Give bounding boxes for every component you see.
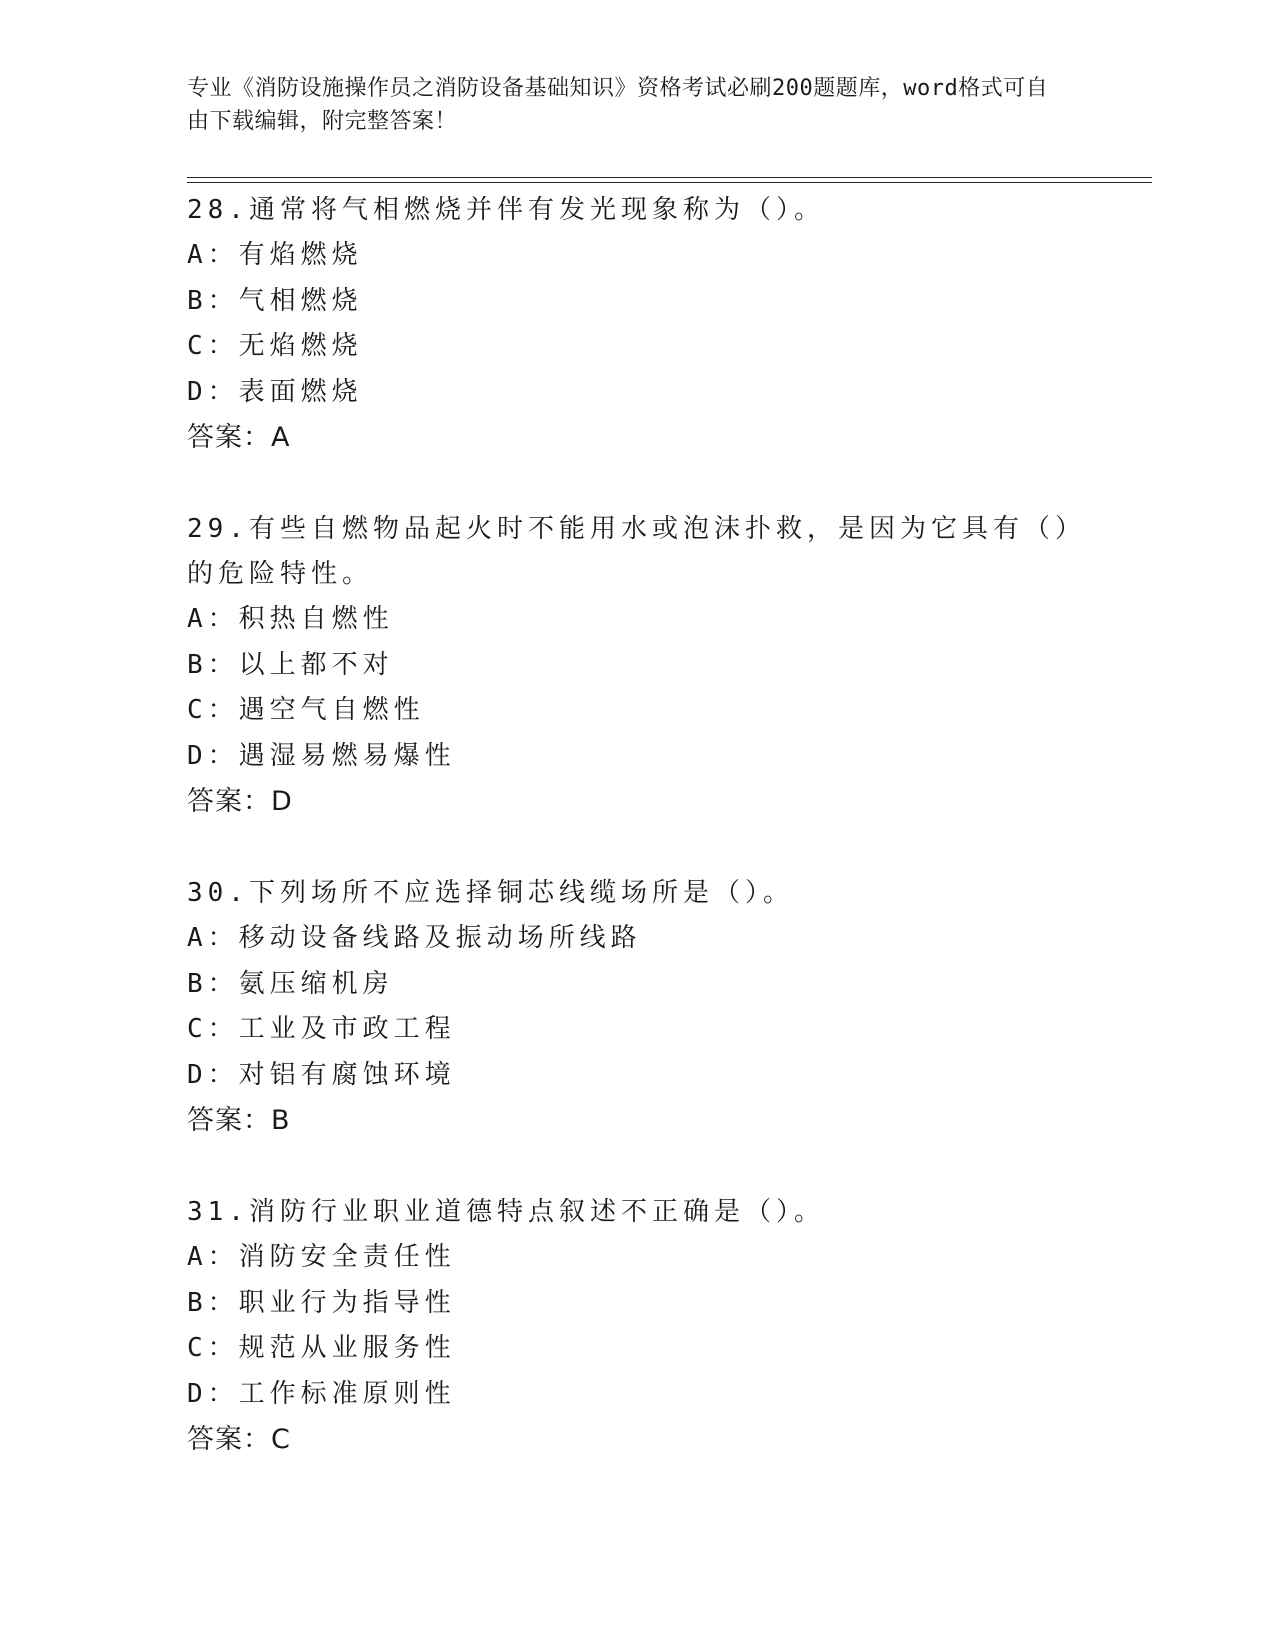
answer-line: 答案：D [187, 786, 293, 817]
option-b: B：以上都不对 [187, 649, 394, 680]
option-a: A：积热自燃性 [187, 604, 394, 634]
option-d: D：工作标准原则性 [187, 1378, 456, 1409]
option-a: A：移动设备线路及振动场所线路 [187, 923, 642, 953]
option-d: D：表面燃烧 [187, 376, 363, 407]
question-31 [187, 1190, 1087, 1462]
option-c: C：遇空气自燃性 [187, 695, 425, 725]
option-a: A：消防安全责任性 [187, 1242, 456, 1272]
document-header: 专业《消防设施操作员之消防设备基础知识》资格考试必刷200题题库，word格式可自由下载编辑，附完整答案！ [187, 76, 1049, 134]
header-divider-bottom [187, 182, 1152, 183]
header-divider-top [187, 177, 1152, 178]
question-title: 31.消防行业职业道德特点叙述不正确是（）。 [187, 1197, 825, 1227]
answer-line: 答案：B [187, 1105, 291, 1136]
question-title: 30.下列场所不应选择铜芯线缆场所是（）。 [187, 878, 794, 908]
option-d: D：对铝有腐蚀环境 [187, 1059, 456, 1090]
option-b: B：职业行为指导性 [187, 1287, 456, 1318]
option-c: C：无焰燃烧 [187, 331, 363, 361]
option-a: A：有焰燃烧 [187, 240, 363, 270]
question-title: 29.有些自燃物品起火时不能用水或泡沫扑救，是因为它具有（）的危险特性。 [187, 514, 1086, 589]
option-c: C：工业及市政工程 [187, 1014, 456, 1044]
option-b: B：气相燃烧 [187, 285, 363, 316]
question-title: 28.通常将气相燃烧并伴有发光现象称为（）。 [187, 195, 825, 225]
option-b: B：氨压缩机房 [187, 968, 394, 999]
option-d: D：遇湿易燃易爆性 [187, 740, 456, 771]
option-c: C：规范从业服务性 [187, 1333, 456, 1363]
question-30 [187, 871, 1087, 1143]
answer-line: 答案：C [187, 1424, 291, 1455]
question-29 [187, 507, 1087, 824]
answer-line: 答案：A [187, 422, 291, 453]
question-28 [187, 188, 1087, 460]
